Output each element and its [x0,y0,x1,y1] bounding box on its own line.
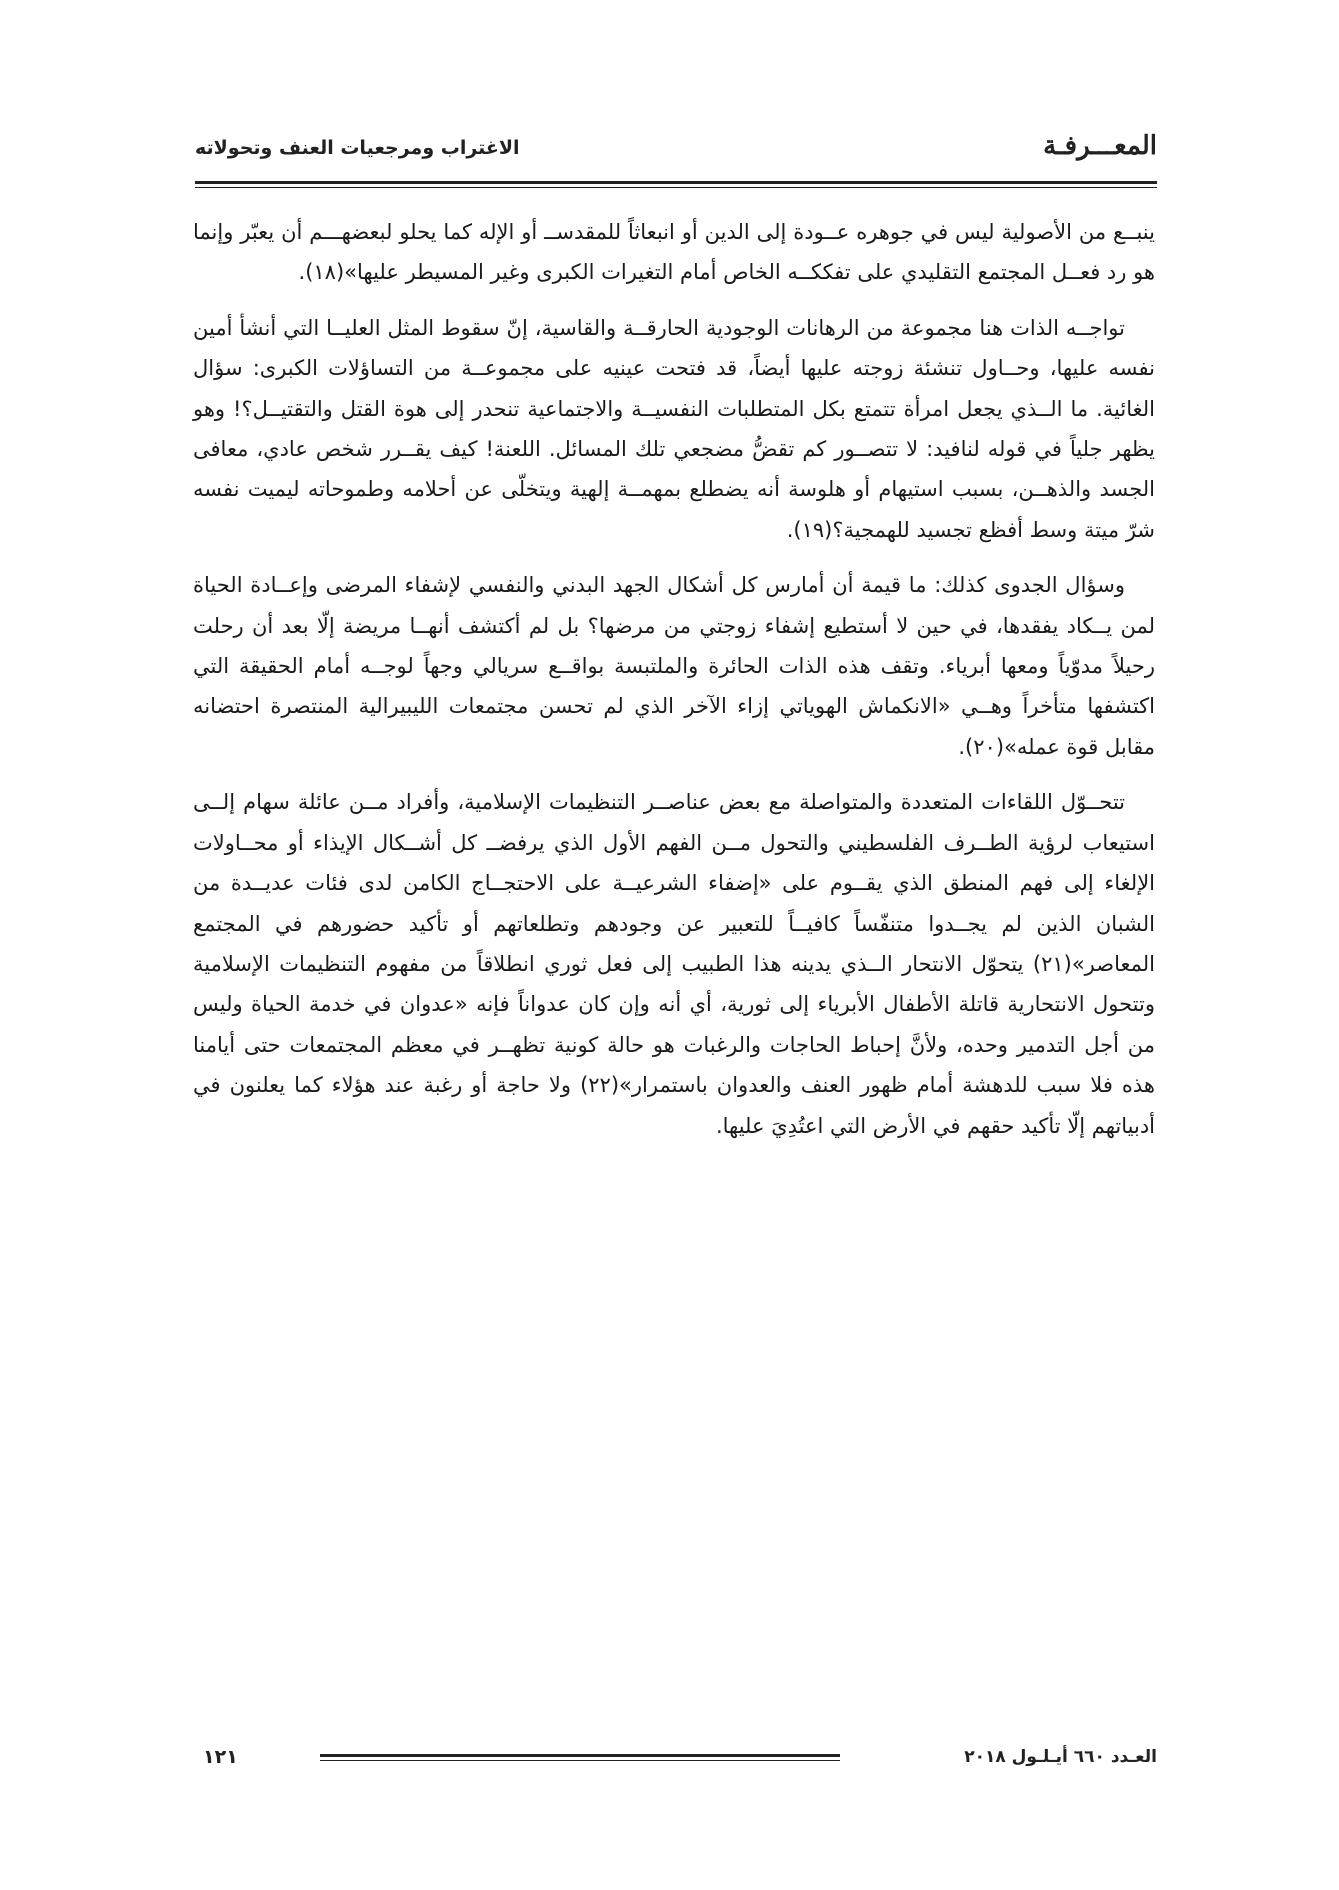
header-rule [195,181,1157,184]
article-body [193,212,1155,1161]
page-header [195,128,1157,168]
footer-rule-thin [320,1760,840,1761]
paragraph-4: تتحــوّل اللقاءات المتعددة والمتواصلة مع بعض عناصــر التنظيمات الإسلامية، وأفراد مــن عائلة سهام إلــى استيعاب لرؤية الطــرف الفلسطيني والتحول مــن الفهم الأول الذي يرفضــ كل أشــكال الإيذاء أو محــاولات الإلغاء إلى فهم المنطق الذي يقــوم على «إضفاء الشرعيــة على الاحتجــاج الكامن لدى فئات عديــدة من الشبان الذين لم يجــدوا متنفّساً كافيــاً للتعبير عن وجودهم وتطلعاتهم أو تأكيد حضورهم في المجتمع المعاصر»(٢١) يتحوّل الانتحار الــذي يدينه هذا الطبيب إلى فعل ثوري انطلاقاً من مفهوم التنظيمات الإسلامية وتتحول الانتحارية قاتلة الأطفال الأبرياء إلى ثورية، أي أنه وإن كان عدواناً فإنه «عدوان في خدمة الحياة وليس من أجل التدمير وحده، ولأنَّ إحباط الحاجات والرغبات هو حالة كونية تظهــر في معظم المجتمعات حتى أيامنا هذه فلا سبب للدهشة أمام ظهور العنف والعدوان باستمرار»(٢٢) ولا حاجة أو رغبة عند هؤلاء كما يعلنون في أدبياتهم إلّا تأكيد حقهم في الأرض التي اعتُدِيَ عليها. [193,790,1155,1138]
page-footer [195,1742,1157,1778]
paragraph-2: تواجــه الذات هنا مجموعة من الرهانات الوجودية الحارقــة والقاسية، إنّ سقوط المثل العليــا التي أنشأ أمين نفسه عليها، وحــاول تنشئة زوجته عليها أيضاً، قد فتحت عينيه على مجموعــة من التساؤلات الكبرى: سؤال الغائية. ما الــذي يجعل امرأة تتمتع بكل المتطلبات النفسيــة والاجتماعية تنحدر إلى هوة القتل والتقتيــل؟! وهو يظهر جلياً في قوله لنافيد: لا تتصــور كم تقضُّ مضجعي تلك المسائل. اللعنة! كيف يقــرر شخص عادي، معافى الجسد والذهــن، بسبب استيهام أو هلوسة أنه يضطلع بمهمــة إلهية ويتخلّى عن أحلامه وطموحاته ليميت نفسه شرّ ميتة وسط أفظع تجسيد للهمجية؟(١٩). [193,315,1155,542]
paragraph-3: وسؤال الجدوى كذلك: ما قيمة أن أمارس كل أشكال الجهد البدني والنفسي لإشفاء المرضى وإعــادة الحياة لمن يــكاد يفقدها، في حين لا أستطيع إشفاء زوجتي من مرضها؟ بل لم أكتشف أنهــا مريضة إلّا بعد أن رحلت رحيلاً مدوّياً ومعها أبرياء. وتقف هذه الذات الحائرة والملتبسة بواقــع سريالي وجهاً لوجــه أمام الحقيقة التي اكتشفها متأخراً وهــي «الانكماش الهوياتي إزاء الآخر الذي لم تحسن مجتمعات الليبيرالية المنتصرة احتضانه مقابل قوة عمله»(٢٠). [193,573,1155,759]
footer-rule [320,1754,840,1757]
header-rule-thin [195,187,1157,188]
running-title: الاغتراب ومرجعيات العنف وتحولاته [195,137,520,159]
paragraph-1: ينبــع من الأصولية ليس في جوهره عــودة إلى الدين أو انبعاثاً للمقدســ أو الإله كما يحلو لبعضهـــم أن يعبّر وإنما هو رد فعــل المجتمع التقليدي على تفككــه الخاص أمام التغيرات الكبرى وغير المسيطر عليها»(١٨). [193,220,1155,285]
journal-logo: المعـــرفـة [1043,131,1157,161]
issue-info: العـدد ٦٦٠ أيـلـول ٢٠١٨ [964,1747,1157,1767]
page-number: ١٢١ [203,1746,238,1768]
